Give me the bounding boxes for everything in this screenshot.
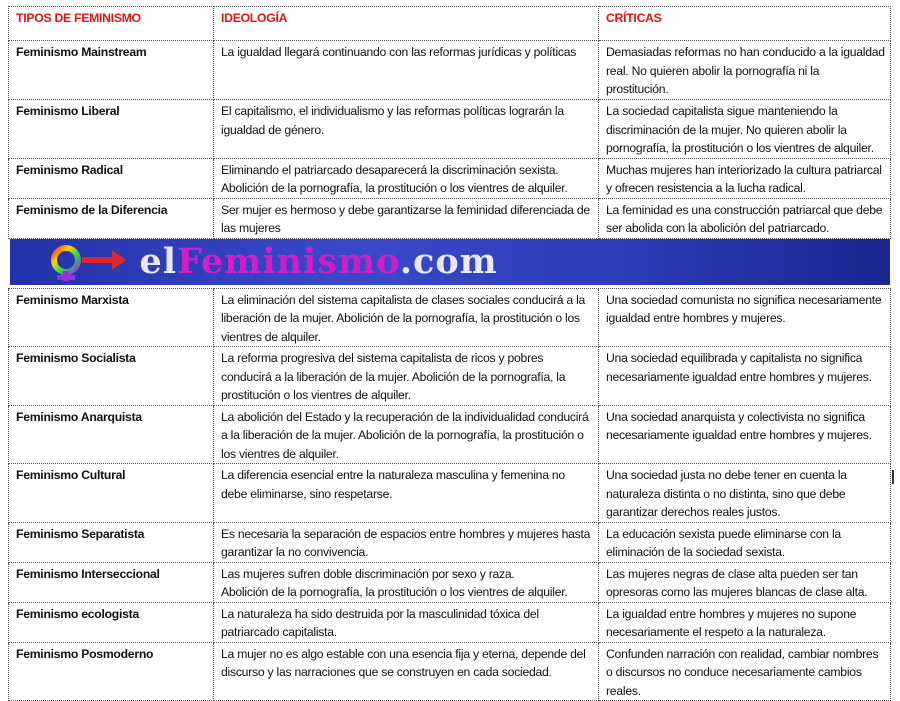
- critique-cell-line: opresoras como las mujeres blancas de clase alta.: [606, 585, 868, 599]
- critique-cell: [599, 405, 891, 464]
- header-tipos: TIPOS DE FEMINISMO: [9, 7, 214, 41]
- critique-cell: [599, 642, 891, 701]
- ideology-cell-line: La eliminación del sistema capitalista de clases sociales conducirá a la: [221, 292, 586, 307]
- table-row: [9, 198, 891, 238]
- feminism-type-cell: Feminismo Socialista: [9, 347, 214, 406]
- critique-cell: [599, 288, 891, 347]
- critique-cell: [599, 562, 891, 602]
- ideology-cell: [214, 464, 599, 523]
- ideology-cell: [214, 288, 599, 347]
- ideology-cell-line: debe eliminarse, sino respetarse.: [221, 486, 393, 501]
- banner-cell: [9, 238, 891, 288]
- critique-cell-line: discriminación de la mujer. No quieren abolir la: [606, 122, 847, 137]
- critique-cell-line: Demasiadas reformas no han conducido a la igualdad: [606, 45, 885, 59]
- site-name-logo: elFeminismo.com: [139, 240, 498, 282]
- table-row: [9, 405, 891, 464]
- critique-cell-line: ser abolida con la abolición del patriarcado.: [606, 221, 830, 235]
- critique-cell-line: La sociedad capitalista sigue manteniendo la: [606, 104, 838, 118]
- critique-cell: [599, 602, 891, 642]
- table-row: [9, 562, 891, 602]
- ideology-cell: [214, 602, 599, 642]
- critique-cell: [599, 464, 891, 523]
- feminism-type-cell: Feminismo Posmoderno: [9, 642, 214, 701]
- critique-cell-line: necesariamente el respeto a la naturaleza.: [606, 625, 826, 639]
- table-row: [9, 464, 891, 523]
- table-row: [9, 158, 891, 198]
- critique-cell-line: pornografía, la prostitución o los vientres de alquiler.: [606, 141, 874, 155]
- critique-cell-line: Una sociedad comunista no significa necesariamente: [606, 292, 882, 307]
- ideology-cell: [214, 522, 599, 562]
- critique-cell-line: necesariamente igualdad entre hombres y mujeres.: [606, 369, 872, 384]
- ideology-cell-line: La reforma progresiva del sistema capitalista de ricos y pobres: [221, 351, 544, 365]
- table-row: [9, 522, 891, 562]
- ideology-cell-line: La diferencia esencial entre la naturaleza masculina y femenina no: [221, 468, 565, 482]
- feminism-type-cell: Feminismo Interseccional: [9, 562, 214, 602]
- critique-cell-line: necesariamente igualdad entre hombres y mujeres.: [606, 428, 872, 442]
- ideology-cell-line: Las mujeres sufren doble discriminación por sexo y raza.: [221, 566, 515, 581]
- ideology-cell: [214, 405, 599, 464]
- ideology-cell-line: La igualdad llegará continuando con las reformas jurídicas y políticas: [221, 45, 577, 59]
- feminism-type-cell: Feminismo de la Diferencia: [9, 198, 214, 238]
- text-cursor-mark: [892, 470, 894, 484]
- critique-cell-line: y ofrecen resistencia a la lucha radical.: [606, 181, 806, 195]
- table-row: [9, 642, 891, 701]
- critique-cell-line: eliminación de la sociedad sexista.: [606, 545, 785, 559]
- table-row: [9, 602, 891, 642]
- feminism-type-cell: Feminismo Liberal: [9, 100, 214, 159]
- ideology-cell-line: El capitalismo, el individualismo y las reformas políticas lograrán la: [221, 104, 564, 118]
- feminism-type-cell: Feminismo ecologista: [9, 602, 214, 642]
- feminism-type-cell: Feminismo Separatista: [9, 522, 214, 562]
- critique-cell: [599, 347, 891, 406]
- critique-cell: [599, 158, 891, 198]
- ideology-cell-line: patriarcado capitalista.: [221, 625, 337, 639]
- ideology-cell: [214, 347, 599, 406]
- critique-cell-line: Muchas mujeres han interiorizado la cultura patriarcal: [606, 162, 882, 177]
- ideology-cell-line: discurso y las narraciones que se construyen en cada sociedad.: [221, 665, 552, 679]
- critique-cell-line: reales.: [606, 683, 641, 698]
- critique-cell-line: Una sociedad anarquista y colectivista no significa: [606, 409, 865, 424]
- header-row: [9, 7, 891, 41]
- critique-cell-line: naturaleza distinta o no distinta, sino que debe: [606, 486, 846, 501]
- feminism-type-cell: Feminismo Anarquista: [9, 405, 214, 464]
- gender-symbols-logo: [42, 243, 132, 283]
- ideology-cell-line: vientres de alquiler.: [221, 329, 321, 344]
- critique-cell: [599, 41, 891, 100]
- critique-cell: [599, 100, 891, 159]
- critique-cell-line: Una sociedad equilibrada y capitalista no significa: [606, 351, 863, 365]
- critique-cell: [599, 198, 891, 238]
- ideology-cell-line: garantizar la no convivencia.: [221, 545, 369, 559]
- table-row: [9, 347, 891, 406]
- ideology-cell: [214, 158, 599, 198]
- header-criticas: CRÍTICAS: [599, 7, 891, 41]
- ideology-cell-line: Eliminando el patriarcado desaparecerá la discriminación sexista.: [221, 162, 559, 177]
- ideology-cell-line: La abolición del Estado y la recuperación de la individualidad conducirá: [221, 409, 589, 424]
- table-row: [9, 100, 891, 159]
- critique-cell-line: prostitución.: [606, 82, 669, 96]
- critique-cell-line: Una sociedad justa no debe tener en cuenta la: [606, 468, 847, 482]
- ideology-cell-line: los vientres de alquiler.: [221, 446, 339, 461]
- ideology-cell-line: igualdad de género.: [221, 122, 324, 137]
- critique-cell-line: Confunden narración con realidad, cambiar nombres: [606, 646, 879, 661]
- table-row: [9, 41, 891, 100]
- critique-cell-line: La igualdad entre hombres y mujeres no supone: [606, 606, 857, 621]
- critique-cell: [599, 522, 891, 562]
- critique-cell-line: igualdad entre hombres y mujeres.: [606, 311, 786, 325]
- ideology-cell-line: liberación de la mujer. Abolición de la pornografía, la prostitución o los: [221, 311, 580, 325]
- ideology-cell-line: La naturaleza ha sido destruida por la masculinidad tóxica del: [221, 606, 539, 621]
- ideology-cell: [214, 198, 599, 238]
- ideology-cell-line: La mujer no es algo estable con una esencia fija y eterna, depende del: [221, 646, 586, 661]
- feminism-type-cell: Feminismo Marxista: [9, 288, 214, 347]
- feminism-type-cell: Feminismo Mainstream: [9, 41, 214, 100]
- ideology-cell-line: a la liberación de la mujer. Abolición de la pornografía, la prostitución o: [221, 428, 584, 442]
- elfeminismo-banner: [10, 239, 890, 285]
- ideology-cell: [214, 562, 599, 602]
- ideology-cell-line: conducirá a la liberación de la mujer. Abolición de la pornografía, la: [221, 369, 566, 384]
- table-row: [9, 288, 891, 347]
- ideology-cell: [214, 41, 599, 100]
- ideology-cell-line: prostitución o los vientres de alquiler.: [221, 388, 411, 402]
- ideology-cell: [214, 642, 599, 701]
- critique-cell-line: Las mujeres negras de clase alta pueden ser tan: [606, 566, 858, 581]
- ideology-cell-line: Ser mujer es hermoso y debe garantizarse la feminidad diferenciada de: [221, 202, 590, 217]
- ideology-cell-line: Abolición de la pornografía, la prostitución o los vientres de alquiler.: [221, 181, 568, 195]
- feminism-types-table: [8, 6, 891, 701]
- critique-cell-line: garantizar derechos reales justos.: [606, 505, 781, 519]
- ideology-cell: [214, 100, 599, 159]
- critique-cell-line: La educación sexista puede eliminarse con la: [606, 526, 841, 541]
- banner-row: [9, 238, 891, 288]
- critique-cell-line: o discursos no conduce necesariamente cambios: [606, 665, 862, 679]
- critique-cell-line: La feminidad es una construcción patriarcal que debe: [606, 202, 883, 217]
- ideology-cell-line: Es necesaria la separación de espacios entre hombres y mujeres hasta: [221, 526, 591, 541]
- ideology-cell-line: las mujeres: [221, 221, 281, 235]
- ideology-cell-line: Abolición de la pornografía, la prostitución o los vientres de alquiler.: [221, 585, 568, 599]
- critique-cell-line: real. No quieren abolir la pornografía ni la: [606, 63, 820, 78]
- feminism-type-cell: Feminismo Radical: [9, 158, 214, 198]
- feminism-type-cell: Feminismo Cultural: [9, 464, 214, 523]
- header-ideologia: IDEOLOGÍA: [214, 7, 599, 41]
